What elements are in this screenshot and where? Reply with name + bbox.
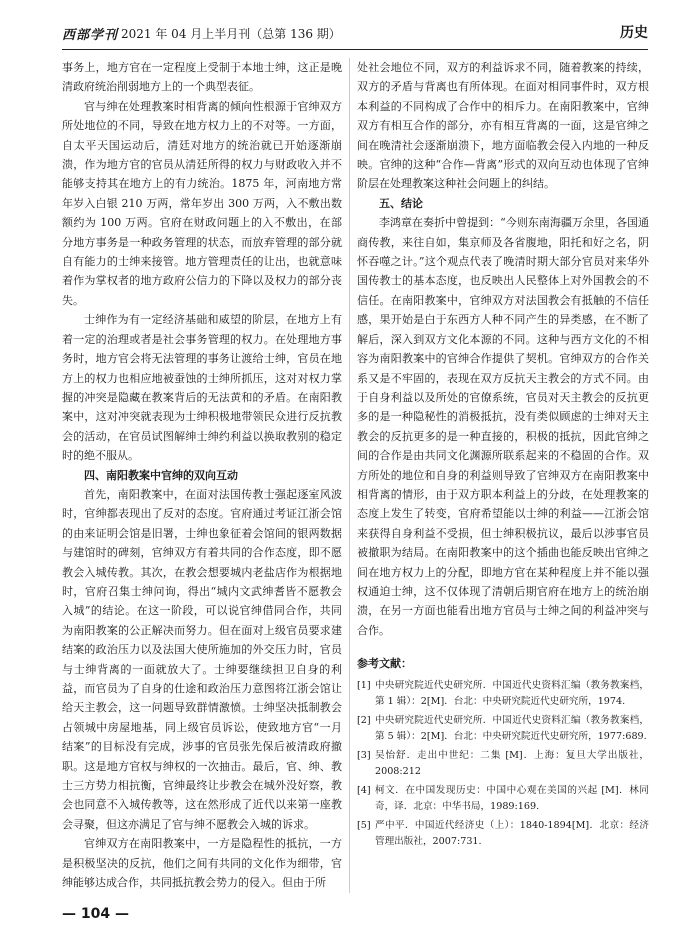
reference-item: [4] 柯文．在中国发现历史：中国中心观在美国的兴起 [M]．林同奇，译．北京：中华书局，1989:169. bbox=[357, 784, 649, 812]
journal-info bbox=[62, 24, 341, 43]
reference-item: [3] 吴怡舒．走出中世纪：二集 [M]．上海：复旦大学出版社，2008:212 bbox=[357, 749, 649, 777]
issue-info: 2021 年 04 月上半月刊（总第 136 期） bbox=[121, 27, 341, 41]
paragraph: 官绅双方在南阳教案中，一方是隐程性的抵抗，一方是积极坚决的反抗，他们之间有共同的文化作为细带，官绅能够达成合作，共同抵抗教会势力的侵入。但由于所 bbox=[62, 837, 342, 890]
paragraph: 处社会地位不同，双方的利益诉求不同，随着教案的持续，双方的矛盾与背离也有所体现。在面对相同事件时，双方根本利益的不同构成了合作中的相斥力。在南阳教案中，官绅双方有相互合作的部分，亦有相互背离的一面，这是官绅之间在晚清社会逐渐崩溃下，地方面临教会侵入内地的一种反映。官绅的这种“合作—背离”形式的双向互动也体现了官绅阶层在处理教案这种社会问题上的纠结。 bbox=[357, 61, 649, 191]
journal-logo: 西部学刊 bbox=[62, 28, 119, 43]
section-label: 历史 bbox=[620, 25, 648, 41]
section-heading: 四、南阳教案中官绅的双向互动 bbox=[84, 468, 238, 482]
reference-item: [2] 中央研究院近代史研究所．中国近代史资料汇编（教务教案档，第 5 辑）：2[M]．台北：中央研究院近代史研究所，1977:689. bbox=[357, 714, 649, 742]
page-header bbox=[62, 16, 648, 50]
left-column bbox=[62, 58, 342, 892]
right-column bbox=[357, 58, 649, 853]
paragraph: 首先，南阳教案中，在面对法国传教士强起逐室风波时，官绅都表现出了反对的态度。官府通过考证江浙会馆的由来证明会馆是旧署，士绅也象征着会馆间的银两数据与建馆时的碑刻，官绅双方有着共同的合作态度，即不愿教会入城传教。其次，在教会想要城内老盐店作为根据地时，官府召集士绅问询，得出“城内文武绅耆皆不愿教会入城”的结论。在这一阶段，可以说官绅借同合作，共同为南阳教案的公正解决而努力。但在面对上级官员要求建结案的政治压力以及法国大使所施加的外交压力时，官员与士绅背离的一面就放大了。士绅要继续担卫自身的利益，而官员为了自身的仕途和政治压力意图将江浙会馆让给天主教会，这一问题导致群情激愤。士绅坚决抵制教会占领城中房屋地基，同上级官员诉讼，使致地方官“一月结案”的目标没有完成，涉事的官员张先保后被清政府撤职。这是地方官权与绅权的一次抽击。最后，官、绅、教士三方势力相抗衡，官绅最终让步教会在城外没好察，教会也同意不入城传教等，这在然形成了近代以来第一座教会寻聚，但这亦满足了官与绅不愿教会入城的诉求。 bbox=[62, 487, 342, 831]
header-rule bbox=[62, 49, 648, 50]
reference-item: [1] 中央研究院近代史研究所．中国近代史资料汇编（教务教案档，第 1 辑）：2[M]．台北：中央研究院近代史研究所，1974. bbox=[357, 679, 649, 707]
column-divider bbox=[349, 58, 350, 893]
reference-item: [5] 严中平．中国近代经济史（上）：1840-1894[M]．北京：经济管理出版社，2007:731. bbox=[357, 819, 649, 847]
references-title: 参考文献： bbox=[357, 657, 412, 671]
paragraph: 士绅作为有一定经济基础和威望的阶层，在地方上有着一定的治理或者是社会事务管理的权力。在处理地方事务时，地方官会将无法管理的事务让渡给士绅，官员在地方上的权力也相应地被蚕蚀的士绅所抓压，这对对权力掌握的冲突是隐藏在教案背后的无法黄和的矛盾。在南阳教案中，这对冲突就表现为士绅积极地带领民众进行反抗教会的活动，在官员试图解绅士绅约利益以换取教别的稳定时的绝不服从。 bbox=[62, 313, 342, 463]
page-number: — 104 — bbox=[62, 906, 129, 922]
paragraph: 事务上，地方官在一定程度上受制于本地士绅，这正是晚清政府统治削弱地方上的一个典型表征。 bbox=[62, 61, 342, 94]
paragraph: 李鸿章在奏折中曾提到：“今则东南海疆万余里，各国通商传教，来往自如，集京师及各省腹地，阳托和好之名，阴怀吞噬之计。”这个观点代表了晚清时期大部分官员对来华外国传教士的基本态度，也反映出人民整体上对外国教会的不信任。在南阳教案中，官绅双方对法国教会有抵触的不信任感，果开始是白于东西方人种不同产生的异类感，在不断了解后，深入到双方文化本源的不同。这种与西方文化的不相容为南阳教案中的官绅合作提供了契机。官绅双方的合作关系又是不牢固的，表现在双方反抗天主教会的方式不同。由于自身利益以及所处的官僚系统，官员对天主教会的反抗更多的是一种隐秘性的消极抵抗，没有类似顾虑的士绅对天主教会的反抗更多的是一种直接的，积极的抵抗，因此官绅之间的合作是由共同文化渊源所联系起来的不稳固的合作。双方所处的地位和自身的利益则导致了官绅双方在南阳教案中相背离的情形，由于双方职本利益上的分歧，在处理教案的态度上发生了转变，官府希望能以士绅的利益——江浙会馆来获得自身利益不受损，但士绅积极抗议，最后以涉事官员被撤职为结局。在南阳教案中的这个插曲也能反映出官绅之间在地方权力上的分配，即地方官在某种程度上并不能以强权通迫士绅，这不仅体现了清朝后期官府在地方上的统治崩溃，在另一方面也能看出地方官员与士绅之间的利益冲突与合作。 bbox=[357, 216, 649, 637]
paragraph: 官与绅在处理教案时相背离的倾向性根源于官绅双方所处地位的不同，导致在地方权力上的不对等。一方面，自太平天国运动后，清廷对地方的统治就已开始逐渐崩溃，作为地方官的官员从清廷所得的权力与财政收入并不能够支持其在地方上的有力统治。1875 年，河南地方常年岁入白银 210 万两，常年岁出 300 万两，入不敷出数额约为 100 万两。官府在财政问题上的入不敷出，在部分地方事务是一种政务管理的状态，而放弃管理的部分就自有能力的士绅来接管。地方管理责任的让出，也就意味着作为掌权者的地方政府公信力的下降以及权力的部分丧失。 bbox=[62, 99, 342, 307]
section-heading: 五、结论 bbox=[379, 196, 423, 210]
references-list bbox=[357, 678, 649, 850]
